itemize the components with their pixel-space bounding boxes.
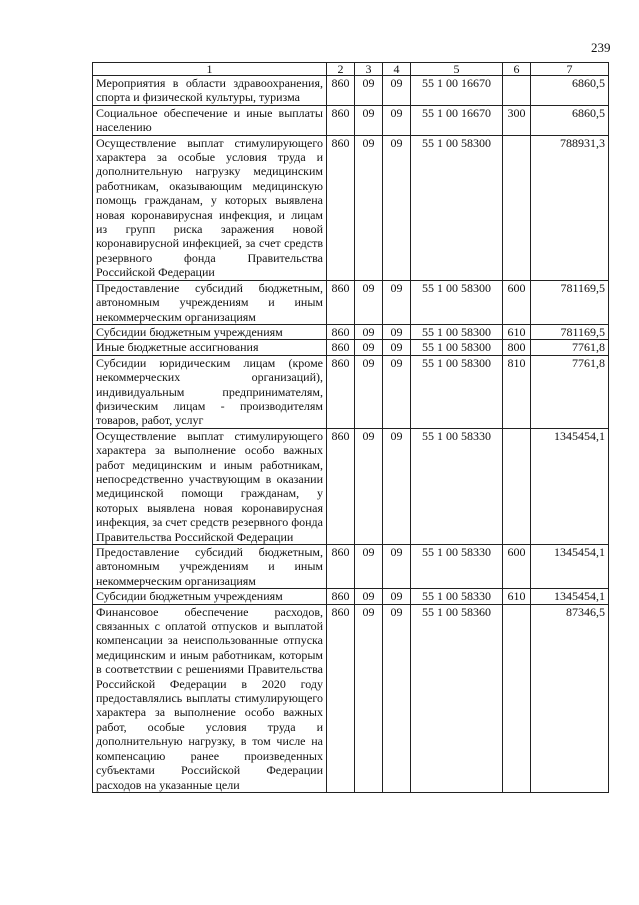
cell-ministry: 860 [327,545,355,589]
cell-subsection: 09 [383,604,411,792]
page-number: 239 [591,40,611,55]
table-row [93,604,609,792]
cell-section: 09 [355,76,383,106]
table-row [93,340,609,355]
table-row [93,135,609,280]
cell-amount: 1345454,1 [531,428,609,544]
cell-ministry: 860 [327,324,355,339]
column-header-2: 2 [327,63,355,76]
row-name: Субсидии бюджетным учреждениям [93,324,327,339]
cell-expense-type [503,604,531,792]
row-name: Социальное обеспечение и иные выплаты населению [93,105,327,135]
cell-amount: 781169,5 [531,280,609,324]
cell-subsection: 09 [383,355,411,428]
row-name: Субсидии бюджетным учреждениям [93,589,327,604]
cell-expense-type: 300 [503,105,531,135]
table-row [93,589,609,604]
cell-target-item: 55 1 00 58360 [411,604,503,792]
cell-subsection: 09 [383,324,411,339]
cell-section: 09 [355,324,383,339]
cell-ministry: 860 [327,105,355,135]
cell-expense-type [503,428,531,544]
cell-target-item: 55 1 00 58330 [411,428,503,544]
cell-section: 09 [355,355,383,428]
cell-subsection: 09 [383,340,411,355]
column-header-5: 5 [411,63,503,76]
column-header-6: 6 [503,63,531,76]
cell-ministry: 860 [327,428,355,544]
row-name: Предоставление субсидий бюджетным, автономным учреждениям и иным некоммерческим организациям [93,545,327,589]
row-name: Мероприятия в области здравоохранения, спорта и физической культуры, туризма [93,76,327,106]
cell-expense-type: 800 [503,340,531,355]
cell-ministry: 860 [327,355,355,428]
cell-subsection: 09 [383,135,411,280]
cell-target-item: 55 1 00 58330 [411,589,503,604]
cell-expense-type: 610 [503,324,531,339]
cell-subsection: 09 [383,76,411,106]
budget-table [92,62,609,793]
cell-target-item: 55 1 00 58300 [411,355,503,428]
cell-subsection: 09 [383,280,411,324]
cell-subsection: 09 [383,589,411,604]
cell-ministry: 860 [327,604,355,792]
cell-amount: 6860,5 [531,105,609,135]
cell-target-item: 55 1 00 58300 [411,324,503,339]
cell-ministry: 860 [327,589,355,604]
cell-subsection: 09 [383,545,411,589]
cell-target-item: 55 1 00 16670 [411,105,503,135]
row-name: Осуществление выплат стимулирующего характера за особые условия труда и дополнительную нагрузку медицинским работникам, оказывающим медицинскую помощь гражданам, у которых выявлена новая коронавирусная инфекция, и лицам из групп риска заражения новой коронавирусной инфекцией, за счет средств резервного фонда Правительства Российской Федерации [93,135,327,280]
table-row [93,545,609,589]
cell-ministry: 860 [327,76,355,106]
cell-ministry: 860 [327,135,355,280]
cell-section: 09 [355,589,383,604]
cell-amount: 1345454,1 [531,589,609,604]
cell-section: 09 [355,545,383,589]
cell-section: 09 [355,280,383,324]
cell-target-item: 55 1 00 58300 [411,280,503,324]
cell-amount: 87346,5 [531,604,609,792]
table-row [93,280,609,324]
cell-expense-type: 600 [503,280,531,324]
column-header-1: 1 [93,63,327,76]
row-name: Осуществление выплат стимулирующего характера за выполнение особо важных работ медицинским и иным работникам, непосредственно участвующим в оказании медицинской помощи гражданам, у которых выявлена новая коронавирусная инфекция, за счет средств резервного фонда Правительства Российской Федерации [93,428,327,544]
cell-amount: 7761,8 [531,355,609,428]
cell-expense-type: 600 [503,545,531,589]
cell-expense-type: 810 [503,355,531,428]
table-row [93,105,609,135]
cell-section: 09 [355,428,383,544]
cell-amount: 788931,3 [531,135,609,280]
cell-amount: 781169,5 [531,324,609,339]
cell-subsection: 09 [383,428,411,544]
cell-target-item: 55 1 00 16670 [411,76,503,106]
cell-ministry: 860 [327,280,355,324]
row-name: Предоставление субсидий бюджетным, автономным учреждениям и иным некоммерческим организациям [93,280,327,324]
cell-target-item: 55 1 00 58330 [411,545,503,589]
table-row [93,428,609,544]
cell-section: 09 [355,105,383,135]
column-header-4: 4 [383,63,411,76]
cell-ministry: 860 [327,340,355,355]
cell-section: 09 [355,135,383,280]
column-header-3: 3 [355,63,383,76]
cell-amount: 6860,5 [531,76,609,106]
cell-section: 09 [355,604,383,792]
cell-target-item: 55 1 00 58300 [411,340,503,355]
table-row [93,324,609,339]
cell-expense-type [503,135,531,280]
table-row [93,355,609,428]
cell-expense-type: 610 [503,589,531,604]
cell-amount: 7761,8 [531,340,609,355]
row-name: Иные бюджетные ассигнования [93,340,327,355]
cell-subsection: 09 [383,105,411,135]
cell-expense-type [503,76,531,106]
cell-target-item: 55 1 00 58300 [411,135,503,280]
cell-section: 09 [355,340,383,355]
column-header-7: 7 [531,63,609,76]
row-name: Финансовое обеспечение расходов, связанных с оплатой отпусков и выплатой компенсации за неиспользованные отпуска медицинским и иным работникам, которым в соответствии с решениями Правительства Российской Федерации в 2020 году предоставлялись выплаты стимулирующего характера за выполнение особо важных работ, особые условия труда и дополнительную нагрузку, в том числе на компенсацию ранее произведенных субъектами Российской Федерации расходов на указанные цели [93,604,327,792]
header-row [93,63,609,76]
table-row [93,76,609,106]
cell-amount: 1345454,1 [531,545,609,589]
row-name: Субсидии юридическим лицам (кроме некоммерческих организаций), индивидуальным предпринимателям, физическим лицам - производителям товаров, работ, услуг [93,355,327,428]
